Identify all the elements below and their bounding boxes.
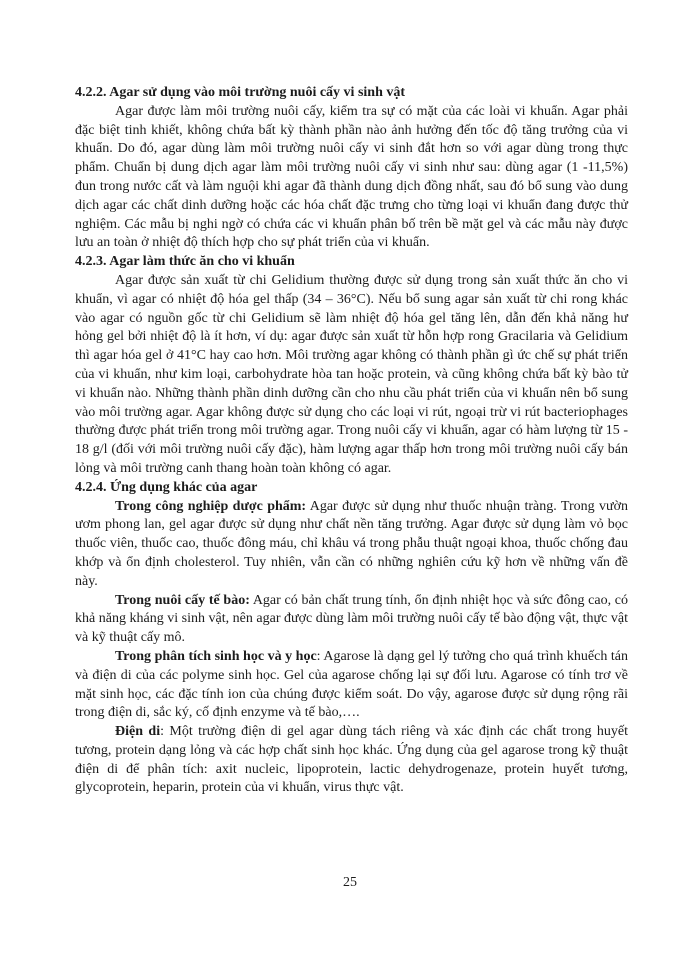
section-heading-4-2-2: 4.2.2. Agar sử dụng vào môi trường nuôi cấy vi sinh vật xyxy=(75,85,406,100)
paragraph-text-bio-analysis: : Agarose là dạng gel lý tưởng cho quá trình khuếch tán và điện di của các polyme sinh học. Gel của agarose chống lại sự đối lưu. Agarose có tính trơ về mặt sinh học, các đặc tính ion của chúng được kiểm soát. Do vậy, agarose được sử dụng rộng rãi trong điện di, sắc ký, cố định enzyme và tế bào,…. xyxy=(75,648,628,721)
paragraph-culture-medium: Agar được làm môi trường nuôi cấy, kiểm tra sự có mặt của các loài vi khuẩn. Agar phải đặc biệt tinh khiết, không chứa bất kỳ thành phần nào ảnh hưởng đến tốc độ tăng trưởng của vi khuẩn. Do đó, agar dùng làm môi trường nuôi cấy vi sinh đắt hơn so với agar dùng trong thực phẩm. Chuẩn bị dung dịch agar làm môi trường nuôi cấy vi sinh như sau: dùng agar (1 -11,5%) đun trong nước cất và làm nguội khi agar đã thành dung dịch đồng nhất, sau đó bổ sung vào dung dịch agar các chất dinh dưỡng hoặc các hóa chất đặc trưng cho từng loại vi khuẩn đang được thử nghiệm. Các mẫu bị nghi ngờ có chứa các vi khuẩn phân bố trên bề mặt gel và các mẫu này được lưu an toàn ở nhiệt độ thích hợp cho sự phát triển của vi khuẩn. xyxy=(75,103,628,251)
paragraph-pharma xyxy=(75,498,628,592)
paragraph-text-electrophoresis: : Một trường điện di gel agar dùng tách riêng và xác định các chất trong huyết tương, protein dạng lỏng và các hợp chất sinh học khác. Ứng dụng của gel agarose trong kỹ thuật điện di để phân tích: axit nucleic, lipoprotein, lactic dehydrogenaze, protein huyết tương, glycoprotein, heparin, protein của vi khuẩn, virus thực vật. xyxy=(75,724,629,796)
paragraph-lead-pharma: Trong công nghiệp dược phẩm: xyxy=(115,498,307,514)
page-number: 25 xyxy=(343,875,357,890)
section-heading-4-2-3: 4.2.3. Agar làm thức ăn cho vi khuẩn xyxy=(75,254,295,270)
section-heading-4-2-4: 4.2.4. Ứng dụng khác của agar xyxy=(75,479,258,495)
paragraph-lead-bio-analysis: Trong phân tích sinh học và y học xyxy=(115,648,317,664)
paragraph-bio-analysis xyxy=(75,648,628,723)
paragraph-text-cell-culture: Agar có bản chất trung tính, ổn định nhiệt học và sức đông cao, có khả năng kháng vi sinh vật, nên agar được dùng làm môi trường nuôi cấy tế bào động vật, thực vật và kỹ thuật cấy mô. xyxy=(75,592,629,646)
paragraph-bacteria-food: Agar được sản xuất từ chi Gelidium thường được sử dụng trong sản xuất thức ăn cho vi khuẩn, vì agar có nhiệt độ hóa gel thấp (34 – 36°C). Nếu bổ sung agar sản xuất từ chi rong khác vào agar có nguồn gốc từ chi Gelidium sẽ làm nhiệt độ hóa gel tăng lên, dẫn đến khả năng hư hỏng gel bởi nhiệt độ là ít hơn, ví dụ: agar được sản xuất từ hỗn hợp rong Gracilaria và Gelidium thì agar hóa gel ở 41°C hay cao hơn. Môi trường agar không có thành phần gì ức chế sự phát triển của vi khuẩn, như kim loại, carbohydrate hòa tan hoặc protein, và cũng không chứa bất kỳ bào tử vi khuẩn nào. Những thành phần dinh dưỡng cần cho nhu cầu phát triển của vi khuẩn nên bổ sung vào môi trường agar. Agar không được sử dụng cho các loại vi rút, ngoại trừ vi rút bacteriophages thường được phát triển trong môi trường agar. Trong nuôi cấy vi khuẩn, agar có hàm lượng từ 15 - 18 g/l (đối với môi trường nuôi cấy đặc), hàm lượng agar thấp hơn trong môi trường nuôi cấy bán lỏng và môi trường canh thang hoàn toàn không có agar. xyxy=(75,272,628,476)
paragraph-text-pharma: Agar được sử dụng như thuốc nhuận tràng. Trong vườn ươm phong lan, gel agar được sử dụng như chất nền tăng trưởng. Agar được sử dụng làm vỏ bọc thuốc viên, thuốc cao, thuốc đông máu, chỉ khâu vá trong phẫu thuật ngoại khoa, thuốc chống đau khớp và ổn định cholesterol. Tuy nhiên, vẫn cần có những nghiên cứu kỹ hơn về những vấn đề này. xyxy=(75,498,628,589)
paragraph-lead-cell-culture: Trong nuôi cấy tế bào: xyxy=(115,592,250,608)
document-content xyxy=(75,84,628,798)
paragraph-electrophoresis xyxy=(75,723,628,798)
paragraph-lead-electrophoresis: Điện di xyxy=(115,724,161,740)
paragraph-cell-culture xyxy=(75,592,628,648)
